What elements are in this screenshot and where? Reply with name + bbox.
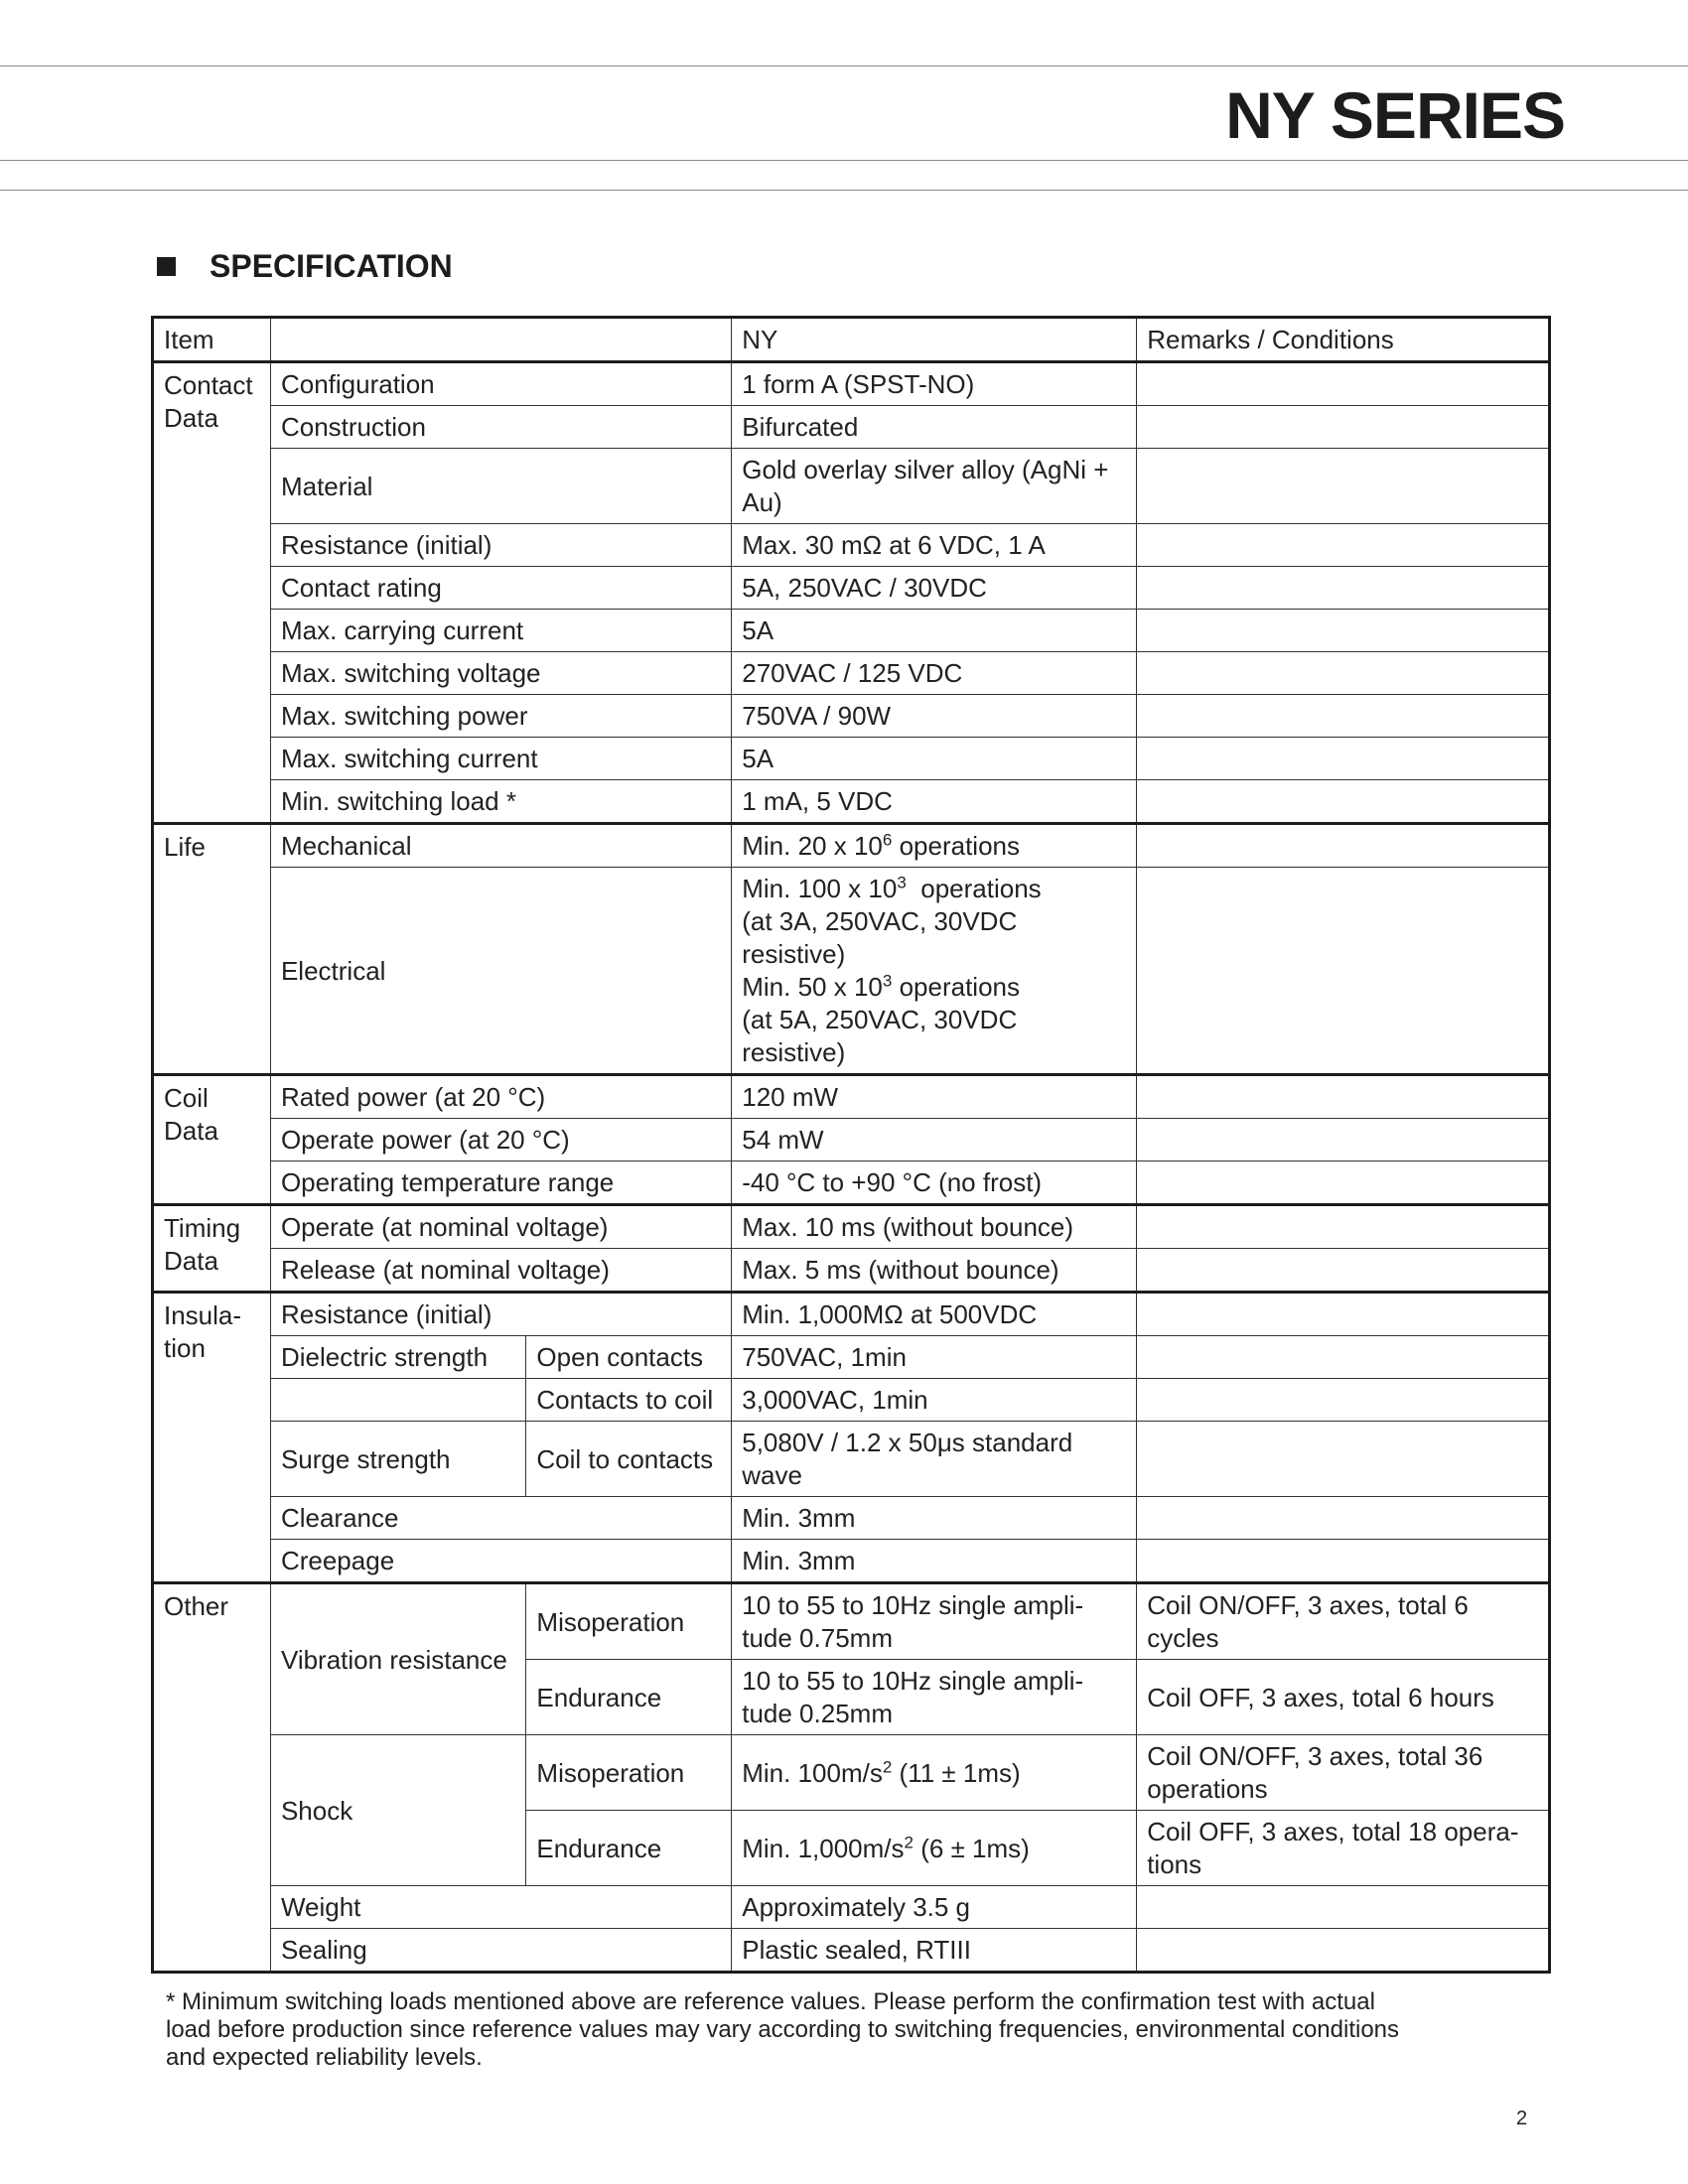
table-row — [153, 824, 1550, 868]
row-value: Plastic sealed, RTIII — [732, 1929, 1137, 1973]
row-sublabel: Open contacts — [526, 1336, 732, 1379]
row-remark — [1137, 449, 1550, 524]
row-value: Min. $1,000m/s^2$ (6 ± 1ms) — [732, 1811, 1137, 1886]
table-row — [153, 362, 1550, 406]
row-remark — [1137, 1161, 1550, 1205]
row-value: 750VAC, 1min — [732, 1336, 1137, 1379]
table-row — [153, 1540, 1550, 1583]
row-remark — [1137, 1293, 1550, 1336]
table-row — [153, 1886, 1550, 1929]
table-row — [153, 695, 1550, 738]
row-label: Operate power (at 20 °C) — [270, 1119, 731, 1161]
row-label: Creepage — [270, 1540, 731, 1583]
row-label: Rated power (at 20 °C) — [270, 1075, 731, 1119]
table-row — [153, 738, 1550, 780]
page-number: 2 — [1516, 2108, 1528, 2129]
row-label: Contact rating — [270, 567, 731, 610]
row-label: Resistance (initial) — [270, 1293, 731, 1336]
row-label: Max. switching power — [270, 695, 731, 738]
table-row — [153, 449, 1550, 524]
row-remark — [1137, 695, 1550, 738]
row-value: 750VA / 90W — [732, 695, 1137, 738]
row-label: Min. switching load * — [270, 780, 731, 824]
row-remark — [1137, 1497, 1550, 1540]
row-value: 5A — [732, 738, 1137, 780]
series-title: NY SERIES — [1225, 78, 1565, 152]
group-life: Life — [153, 824, 271, 1075]
row-value: Max. 5 ms (without bounce) — [732, 1249, 1137, 1293]
row-value: Min. $100m/s^2$ (11 ± 1ms) — [732, 1735, 1137, 1811]
row-remark: Coil OFF, 3 axes, total 18 opera- tions — [1137, 1811, 1550, 1886]
header-rule-top — [0, 66, 1688, 67]
row-value: 1 form A (SPST-NO) — [732, 362, 1137, 406]
row-value: 5A, 250VAC / 30VDC — [732, 567, 1137, 610]
specification-table — [151, 316, 1551, 1974]
row-value: Max. 10 ms (without bounce) — [732, 1205, 1137, 1249]
table-row — [153, 1293, 1550, 1336]
row-value: 5A — [732, 610, 1137, 652]
table-row — [153, 1583, 1550, 1660]
row-remark — [1137, 610, 1550, 652]
row-remark — [1137, 1929, 1550, 1973]
row-value: 10 to 55 to 10Hz single ampli- tude 0.25mm — [732, 1660, 1137, 1735]
row-value: Min. 3mm — [732, 1540, 1137, 1583]
row-remark — [1137, 1205, 1550, 1249]
row-remark — [1137, 780, 1550, 824]
row-remark — [1137, 1422, 1550, 1497]
row-value: 3,000VAC, 1min — [732, 1379, 1137, 1422]
table-row — [153, 406, 1550, 449]
row-remark — [1137, 524, 1550, 567]
row-label: Dielectric strength — [270, 1336, 525, 1379]
row-label: Shock — [270, 1735, 525, 1886]
row-label: Material — [270, 449, 731, 524]
row-value: Min. 20 x $10^6$ operations — [732, 824, 1137, 868]
row-label: Max. carrying current — [270, 610, 731, 652]
square-bullet-icon — [157, 257, 176, 276]
row-label: Resistance (initial) — [270, 524, 731, 567]
table-row — [153, 652, 1550, 695]
table-row — [153, 1249, 1550, 1293]
row-remark — [1137, 1336, 1550, 1379]
row-label: Clearance — [270, 1497, 731, 1540]
row-label: Vibration resistance — [270, 1583, 525, 1735]
table-row — [153, 610, 1550, 652]
row-label: Max. switching current — [270, 738, 731, 780]
row-value: Approximately 3.5 g — [732, 1886, 1137, 1929]
row-value: 10 to 55 to 10Hz single ampli- tude 0.75mm — [732, 1583, 1137, 1660]
header-item: Item — [153, 318, 271, 362]
group-coil-data: Coil Data — [153, 1075, 271, 1205]
row-label: Weight — [270, 1886, 731, 1929]
row-value: 1 mA, 5 VDC — [732, 780, 1137, 824]
row-label-blank — [270, 1379, 525, 1422]
row-remark — [1137, 1379, 1550, 1422]
row-remark: Coil ON/OFF, 3 axes, total 6 cycles — [1137, 1583, 1550, 1660]
row-remark: Coil ON/OFF, 3 axes, total 36 operations — [1137, 1735, 1550, 1811]
row-sublabel: Misoperation — [526, 1583, 732, 1660]
row-value: Min. 3mm — [732, 1497, 1137, 1540]
row-label: Max. switching voltage — [270, 652, 731, 695]
table-row — [153, 1497, 1550, 1540]
row-remark — [1137, 1886, 1550, 1929]
row-value: Min. 1,000MΩ at 500VDC — [732, 1293, 1137, 1336]
row-value: 54 mW — [732, 1119, 1137, 1161]
row-remark — [1137, 406, 1550, 449]
row-remark — [1137, 1075, 1550, 1119]
row-label: Operate (at nominal voltage) — [270, 1205, 731, 1249]
group-timing-data: Timing Data — [153, 1205, 271, 1293]
row-remark: Coil OFF, 3 axes, total 6 hours — [1137, 1660, 1550, 1735]
header-blank — [270, 318, 731, 362]
table-row — [153, 1075, 1550, 1119]
row-remark — [1137, 1119, 1550, 1161]
row-remark — [1137, 868, 1550, 1075]
row-remark — [1137, 567, 1550, 610]
section-title: SPECIFICATION — [210, 248, 453, 284]
row-sublabel: Contacts to coil — [526, 1379, 732, 1422]
row-label: Surge strength — [270, 1422, 525, 1497]
group-contact-data: Contact Data — [153, 362, 271, 824]
group-other: Other — [153, 1583, 271, 1973]
table-row — [153, 1336, 1550, 1379]
row-sublabel: Endurance — [526, 1811, 732, 1886]
row-remark — [1137, 1249, 1550, 1293]
row-value: Max. 30 mΩ at 6 VDC, 1 A — [732, 524, 1137, 567]
table-row — [153, 1119, 1550, 1161]
row-value: 120 mW — [732, 1075, 1137, 1119]
table-row — [153, 868, 1550, 1075]
table-row — [153, 1379, 1550, 1422]
header-remarks: Remarks / Conditions — [1137, 318, 1550, 362]
row-sublabel: Coil to contacts — [526, 1422, 732, 1497]
row-value: 270VAC / 125 VDC — [732, 652, 1137, 695]
row-remark — [1137, 824, 1550, 868]
row-sublabel: Endurance — [526, 1660, 732, 1735]
group-insulation: Insula- tion — [153, 1293, 271, 1583]
row-label: Electrical — [270, 868, 731, 1075]
row-label: Mechanical — [270, 824, 731, 868]
row-value: 5,080V / 1.2 x 50μs standard wave — [732, 1422, 1137, 1497]
header-product: NY — [732, 318, 1137, 362]
row-value: Bifurcated — [732, 406, 1137, 449]
row-sublabel: Misoperation — [526, 1735, 732, 1811]
table-header-row — [153, 318, 1550, 362]
row-remark — [1137, 652, 1550, 695]
table-row — [153, 1161, 1550, 1205]
row-label: Operating temperature range — [270, 1161, 731, 1205]
row-label: Construction — [270, 406, 731, 449]
row-remark — [1137, 362, 1550, 406]
table-row — [153, 567, 1550, 610]
table-row — [153, 524, 1550, 567]
row-remark — [1137, 1540, 1550, 1583]
row-value: Gold overlay silver alloy (AgNi + Au) — [732, 449, 1137, 524]
header-rule-bottom — [0, 190, 1688, 191]
row-value: Min. 100 x $10^3$ operations (at 3A, 250VAC, 30VDC resistive) Min. 50 x $10^3$ operations (at 5A, 250VAC, 30VDC resistive) — [732, 868, 1137, 1075]
table-row — [153, 1929, 1550, 1973]
table-row — [153, 1735, 1550, 1811]
row-label: Sealing — [270, 1929, 731, 1973]
footnote: * Minimum switching loads mentioned above are reference values. Please perform the confirmation test with actual load before production since reference values may vary according to switching frequencies, environmental conditions and expected reliability levels. — [166, 1988, 1400, 2071]
header-rule-mid — [0, 160, 1688, 161]
table-row — [153, 1422, 1550, 1497]
section-heading — [157, 248, 453, 285]
row-label: Configuration — [270, 362, 731, 406]
row-remark — [1137, 738, 1550, 780]
table-row — [153, 1205, 1550, 1249]
row-value: -40 °C to +90 °C (no frost) — [732, 1161, 1137, 1205]
row-label: Release (at nominal voltage) — [270, 1249, 731, 1293]
table-row — [153, 780, 1550, 824]
